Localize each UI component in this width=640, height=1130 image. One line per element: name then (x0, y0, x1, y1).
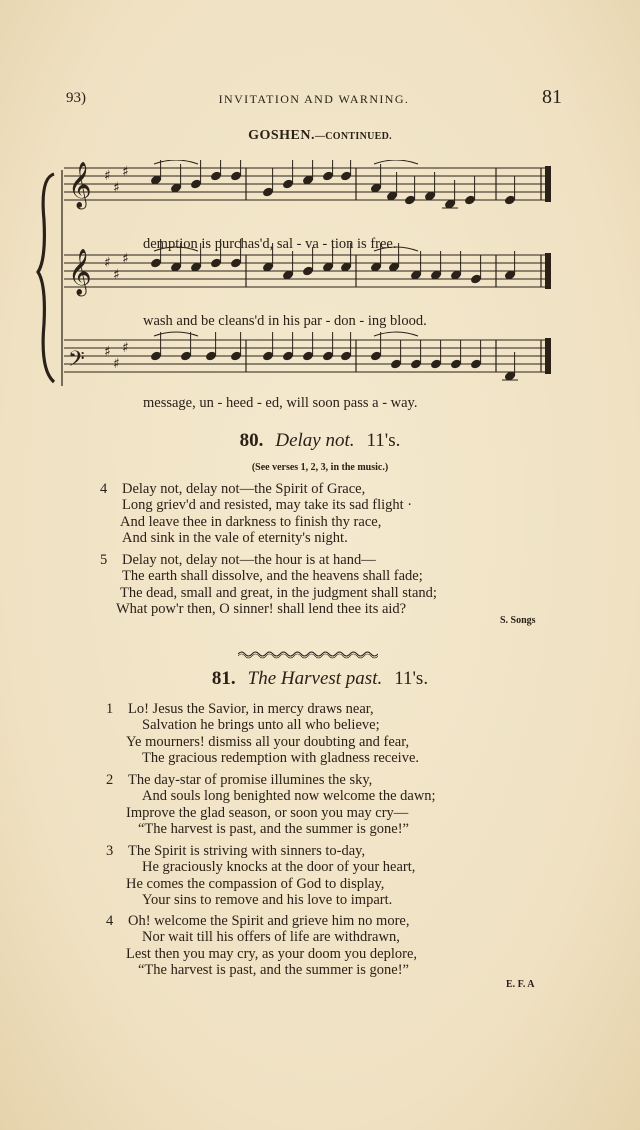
stanza-line (106, 962, 576, 978)
sharp-sign: ♯ (113, 267, 120, 283)
page-number: 81 (542, 86, 562, 108)
line-text: And souls long benighted now welcome the dawn; (142, 788, 436, 805)
sharp-sign: ♯ (122, 251, 129, 267)
line-text: Nor wait till his offers of life are withdrawn, (142, 929, 400, 946)
sharp-sign: ♯ (104, 168, 111, 184)
line-text: And sink in the vale of eternity's night. (122, 530, 348, 547)
lyric-text-1: demption is purchas'd, sal - va - tion is free. (143, 236, 397, 252)
line-text: Long griev'd and resisted, may take its sad flight · (122, 497, 413, 514)
running-head (66, 86, 562, 110)
hymn-80-attribution: S. Songs (500, 615, 536, 626)
stanza-line (100, 497, 570, 513)
hymn-81-stanza-2 (106, 772, 576, 838)
line-text: Ye mourners! dismiss all your doubting and fear, (126, 733, 410, 750)
left-page-fragment: 93) (66, 90, 86, 106)
treble-clef: 𝄞 (68, 249, 92, 295)
stanza-line (100, 530, 570, 546)
verse-number: 4 (100, 481, 108, 497)
stanza-line (106, 701, 576, 717)
verse-number: 3 (106, 843, 114, 859)
sharp-sign: ♯ (113, 180, 120, 196)
hymn-80-meter: 11's. (366, 430, 401, 451)
stanza-line (106, 750, 576, 766)
verse-number: 4 (106, 913, 114, 929)
line-text: He graciously knocks at the door of your heart, (142, 859, 416, 876)
system-brace (38, 174, 54, 382)
stanza-line (106, 734, 576, 750)
line-text: What pow'r then, O sinner! shall lend thee its aid? (116, 601, 407, 618)
line-text: The earth shall dissolve, and the heavens shall fade; (122, 568, 423, 585)
running-title: INVITATION AND WARNING. (218, 92, 410, 106)
treble-clef: 𝄞 (68, 162, 92, 208)
music-score (36, 160, 566, 400)
lyric-line-3 (143, 395, 418, 412)
sharp-sign: ♯ (122, 340, 129, 356)
tune-name: GOSHEN. (248, 128, 315, 143)
line-text: “The harvest is past, and the summer is gone!” (138, 821, 409, 838)
stanza-line (106, 946, 576, 962)
line-text: He comes the compassion of God to display, (126, 875, 385, 892)
line-text: The gracious redemption with gladness receive. (142, 750, 420, 767)
line-text: Oh! welcome the Spirit and grieve him no more, (128, 913, 410, 929)
stanza-line (106, 788, 576, 804)
line-text: The Spirit is striving with sinners to-day, (128, 843, 366, 859)
stanza-line (100, 481, 570, 497)
line-text: The dead, small and great, in the judgment shall stand; (120, 584, 437, 601)
hymn-81-number: 81. (211, 668, 236, 689)
line-text: And leave thee in darkness to finish thy race, (120, 513, 382, 530)
sharp-sign: ♯ (104, 344, 111, 360)
sharp-sign: ♯ (122, 164, 129, 180)
hymn-81-stanza-3 (106, 843, 576, 909)
slur (374, 160, 418, 164)
stanza-line (100, 552, 570, 568)
tune-title (0, 128, 640, 144)
sharp-sign: ♯ (113, 356, 120, 372)
lyric-line-2 (143, 313, 427, 330)
verse-number: 2 (106, 772, 114, 788)
lyric-text-3: message, un - heed - ed, will soon pass a - way. (143, 395, 418, 411)
stanza-line (106, 717, 576, 733)
line-text: Salvation he brings unto all who believe; (142, 717, 380, 734)
line-text: Delay not, delay not—the Spirit of Grace, (122, 481, 366, 497)
stanza-line (100, 585, 570, 601)
hymn-81-heading (0, 668, 640, 690)
stanza-line (106, 859, 576, 875)
verse-number: 5 (100, 552, 108, 568)
stanza-line (100, 514, 570, 530)
line-text: Improve the glad season, or soon you may cry— (126, 804, 409, 821)
hymn-81-title: The Harvest past. (247, 668, 383, 689)
stanza-line (106, 821, 576, 837)
lyric-text-2: wash and be cleans'd in his par - don - ing blood. (143, 313, 427, 329)
verse-number: 1 (106, 701, 114, 717)
hymn-80-heading (0, 430, 640, 452)
hymn-80-stanza-4 (100, 481, 570, 547)
stanza-line (106, 876, 576, 892)
hymn-80-number: 80. (239, 430, 264, 451)
bass-clef: 𝄢 (68, 347, 85, 377)
hymn-80-stanza-5 (100, 552, 570, 618)
stanza-line (106, 913, 576, 929)
line-text: “The harvest is past, and the summer is gone!” (138, 962, 409, 979)
stanza-line (106, 772, 576, 788)
hymn-81-meter: 11's. (394, 668, 429, 689)
stanza-line (106, 843, 576, 859)
final-barline-thick (545, 166, 551, 202)
sharp-sign: ♯ (104, 255, 111, 271)
line-text: Lo! Jesus the Savior, in mercy draws near, (128, 701, 374, 717)
line-text: Delay not, delay not—the hour is at hand— (122, 552, 376, 568)
hymn-81-stanza-4 (106, 913, 576, 979)
stanza-line (106, 805, 576, 821)
line-text: The day-star of promise illumines the sky, (128, 772, 373, 788)
hymn-80-note: (See verses 1, 2, 3, in the music.) (251, 462, 389, 473)
hymn-81-attribution: E. F. A (506, 979, 535, 990)
lyric-line-1 (143, 236, 396, 253)
stanza-line (106, 929, 576, 945)
line-text: Your sins to remove and his love to impart. (142, 892, 393, 909)
hymn-80-title: Delay not. (275, 430, 355, 451)
line-text: Lest then you may cry, as your doom you deplore, (126, 945, 418, 962)
final-barline-thick (545, 338, 551, 374)
hymn-81-stanza-1 (106, 701, 576, 767)
stanza-line (106, 892, 576, 908)
final-barline-thick (545, 253, 551, 289)
decorative-divider (238, 648, 378, 660)
tune-continued: —CONTINUED. (314, 131, 392, 142)
stanza-line (100, 568, 570, 584)
